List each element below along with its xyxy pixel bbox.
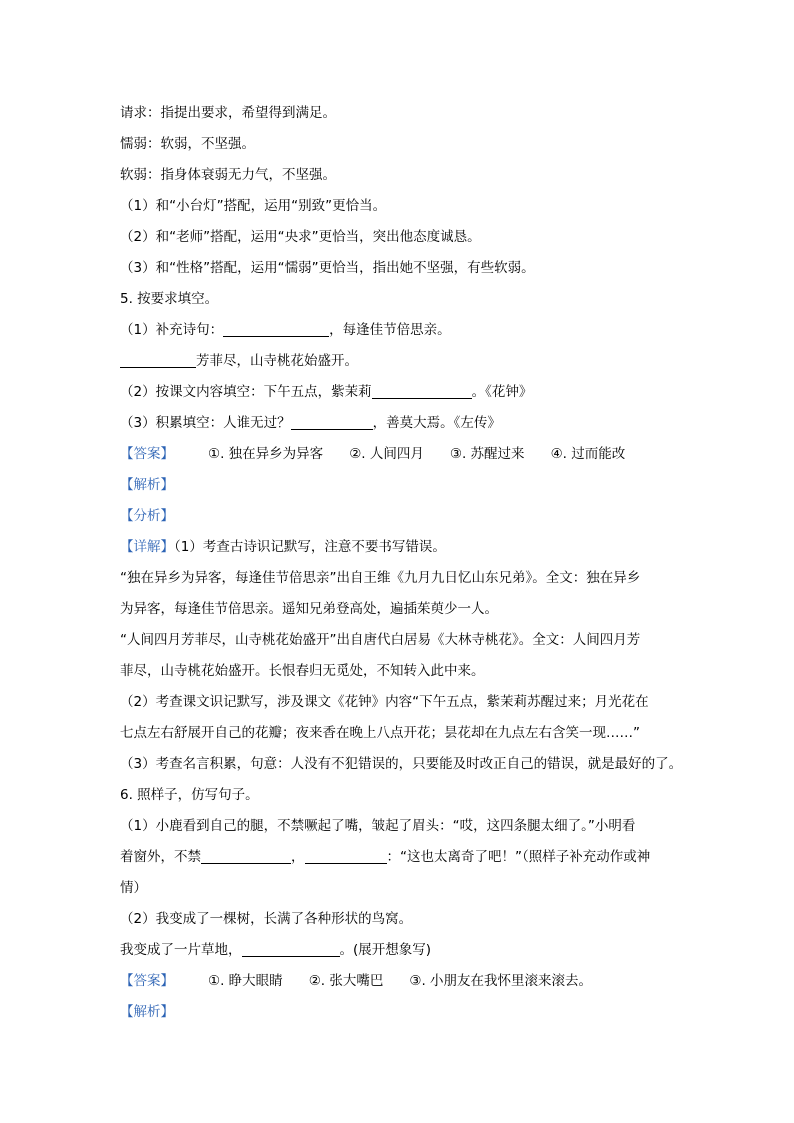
answer-label: 【答案】 <box>120 973 174 989</box>
fill-blank <box>120 353 196 368</box>
question-5-part-3 <box>120 408 680 439</box>
detail-3: （3）和“性格”搭配，运用“懦弱”更恰当，指出她不坚强，有些软弱。 <box>120 260 535 276</box>
q6-p1-text-b: 着窗外，不禁 <box>120 849 201 865</box>
q6-p2-text-b: 我变成了一片草地， <box>120 942 242 958</box>
question-6-title: 6. 照样子，仿写句子。 <box>120 787 259 803</box>
q6-p2-text-c: 。(展开想象写) <box>339 942 432 958</box>
xiangjie-1 <box>120 532 680 563</box>
xiangjie-4a: （2）考查课文识记默写，涉及课文《花钟》内容“下午五点，紫茉莉苏醒过来；月光花在 <box>120 694 649 710</box>
q6-p1-text-c: ：“这也太离奇了吧！”（照样子补充动作或神 <box>386 849 651 865</box>
fill-blank <box>291 415 373 430</box>
fill-blank <box>242 942 340 957</box>
question-5-part-2 <box>120 377 680 408</box>
answer-item: ②. 张大嘴巴 <box>308 973 384 989</box>
fill-blank <box>305 849 387 864</box>
detail-2: （2）和“老师”搭配，运用“央求”更恰当，突出他态度诚恳。 <box>120 229 481 245</box>
answer-item: ④. 过而能改 <box>550 446 626 462</box>
fill-blank <box>223 322 329 337</box>
question-6-part-2: （2）我变成了一棵树，长满了各种形状的鸟窝。 <box>120 911 413 927</box>
xiangjie-2b: 为异客，每逢佳节倍思亲。遥知兄弟登高处，遍插茱萸少一人。 <box>120 601 498 617</box>
xiangjie-4b: 七点左右舒展开自己的花瓣；夜来香在晚上八点开花；昙花却在九点左右含笑一现……” <box>120 725 640 741</box>
definition-ruanruo: 软弱：指身体衰弱无力气，不坚强。 <box>120 167 336 183</box>
q5-p3-text-b: ，善莫大焉。《左传》 <box>372 415 501 431</box>
fenxi-label: 【分析】 <box>120 508 174 524</box>
definition-nuoruo: 懦弱：软弱，不坚强。 <box>120 136 255 152</box>
jiexi-label-2: 【解析】 <box>120 1004 174 1020</box>
detail-1: （1）和“小台灯”搭配，运用“别致”更恰当。 <box>120 198 387 214</box>
xiangjie-2a: “独在异乡为异客，每逢佳节倍思亲”出自王维《九月九日忆山东兄弟》。全文：独在异乡 <box>120 570 641 586</box>
q5-p1-text-a: （1）补充诗句： <box>120 322 224 338</box>
question-5-answer <box>120 439 680 470</box>
xiangjie-text: （1）考查古诗识记默写，注意不要书写错误。 <box>174 539 446 555</box>
q5-p2-text-a: （2）按课文内容填空：下午五点，紫茉莉 <box>120 384 372 400</box>
q5-p1-text-c: 芳菲尽，山寺桃花始盛开。 <box>196 353 358 369</box>
jiexi-label: 【解析】 <box>120 477 174 493</box>
q6-p1-sep: ， <box>291 849 305 865</box>
xiangjie-3b: 菲尽，山寺桃花始盛开。长恨春归无觅处，不知转入此中来。 <box>120 663 485 679</box>
answer-item: ②. 人间四月 <box>349 446 424 462</box>
q5-p1-text-b: ，每逢佳节倍思亲。 <box>329 322 451 338</box>
answer-item: ①. 独在异乡为异客 <box>208 446 324 462</box>
q5-p2-text-b: 。《花钟》 <box>471 384 533 400</box>
answer-label: 【答案】 <box>120 446 174 462</box>
fill-blank <box>201 849 291 864</box>
document-content <box>120 98 683 1028</box>
question-6-part-1-line-2 <box>120 842 680 873</box>
question-6-part-1-line-3: 情） <box>120 880 147 896</box>
xiangjie-3a: “人间四月芳菲尽，山寺桃花始盛开”出自唐代白居易《大林寺桃花》。全文：人间四月芳 <box>120 632 641 648</box>
question-5-title: 5. 按要求填空。 <box>120 291 219 307</box>
question-5-part-1 <box>120 315 680 346</box>
q5-p3-text-a: （3）积累填空：人谁无过？ <box>120 415 291 431</box>
question-6-part-1: （1）小鹿看到自己的腿，不禁噘起了嘴，皱起了眉头：“哎，这四条腿太细了。”小明看 <box>120 818 636 834</box>
xiangjie-5: （3）考查名言积累，句意：人没有不犯错误的，只要能及时改正自己的错误，就是最好的了。 <box>120 756 683 772</box>
xiangjie-label: 【详解】 <box>120 539 174 555</box>
answer-item: ③. 苏醒过来 <box>449 446 525 462</box>
fill-blank <box>372 384 472 399</box>
question-6-part-2-line-2 <box>120 935 680 966</box>
definition-qingqiu: 请求：指提出要求，希望得到满足。 <box>120 105 336 121</box>
answer-item: ①. 睁大眼睛 <box>208 973 283 989</box>
question-6-answer <box>120 966 680 997</box>
answer-item: ③. 小朋友在我怀里滚来滚去。 <box>409 973 593 989</box>
question-5-part-1-line-2 <box>120 346 680 377</box>
